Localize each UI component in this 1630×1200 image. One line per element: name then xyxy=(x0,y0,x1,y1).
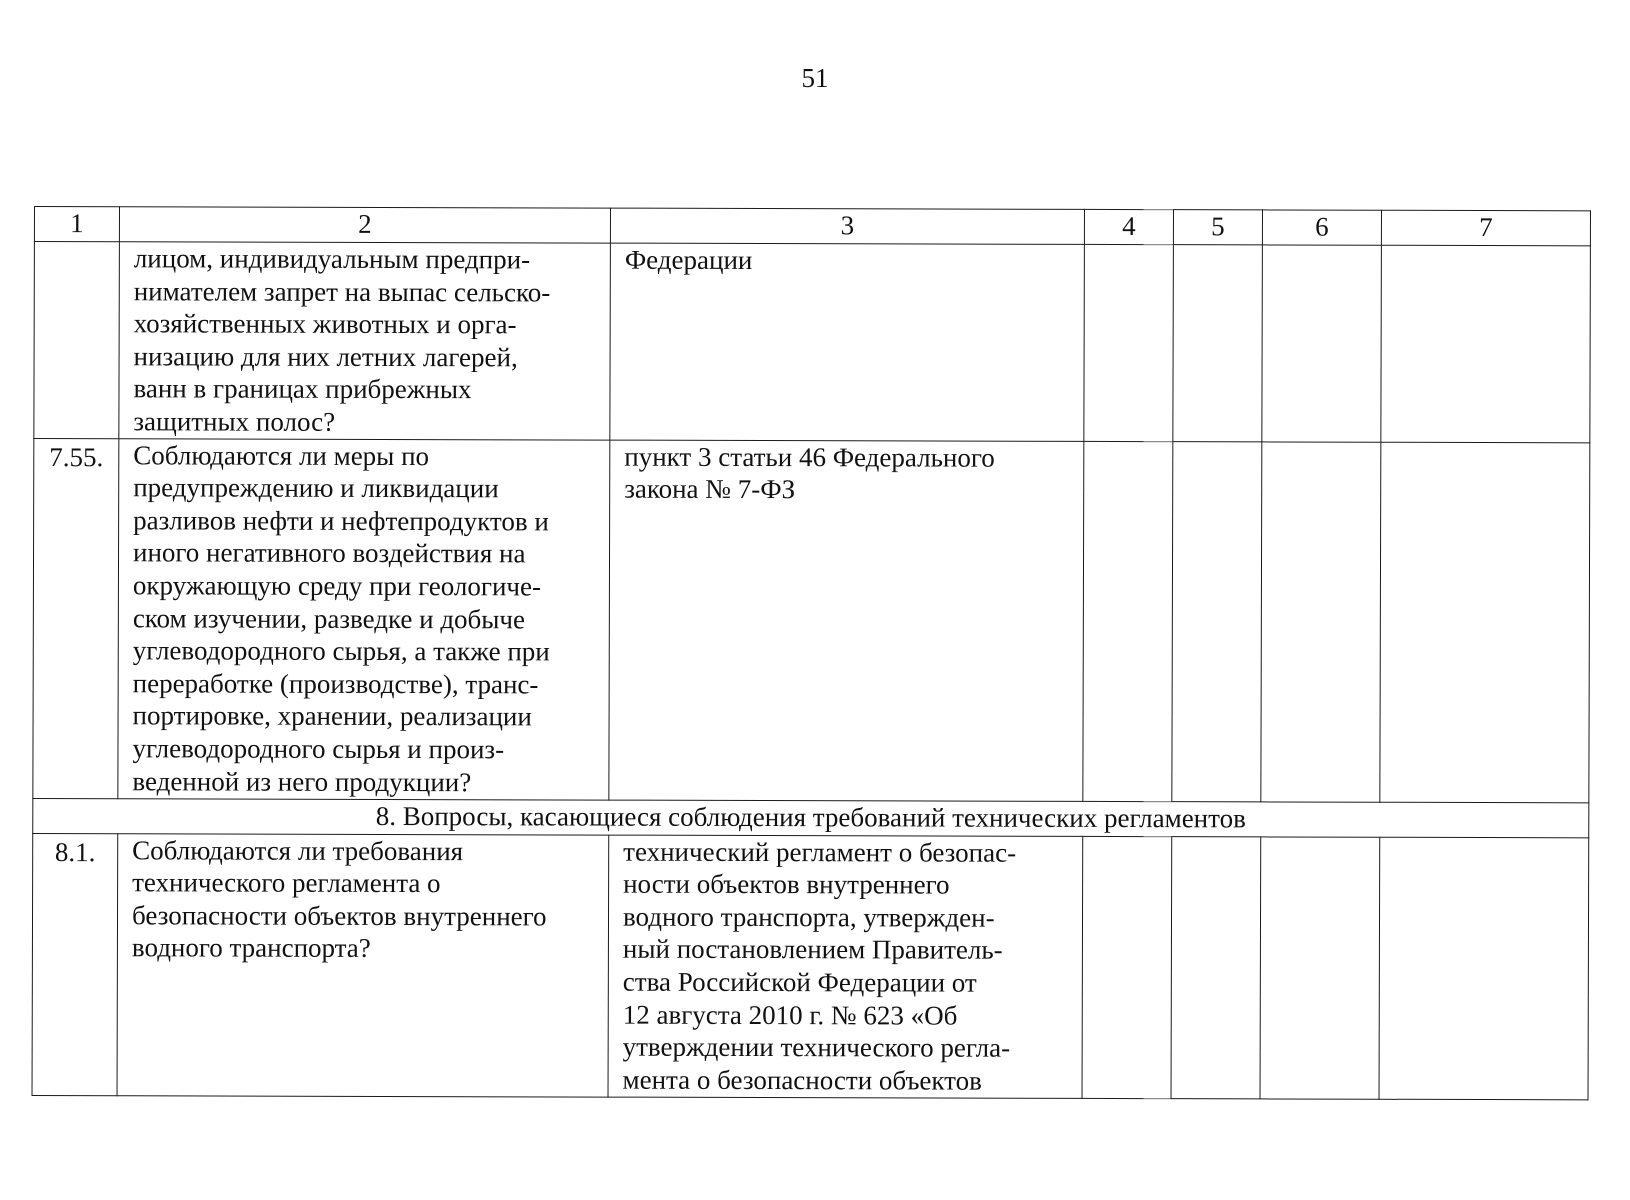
reference-line: 12 августа 2010 г. № 623 «Об xyxy=(622,999,958,1031)
section-title: 8. Вопросы, касающиеся соблюдения требований технических регламентов xyxy=(33,798,1589,837)
question-line: иного негативного воздействия на xyxy=(132,537,526,569)
column-header: 7 xyxy=(1381,210,1590,246)
empty-cell xyxy=(1260,836,1380,1098)
column-header: 4 xyxy=(1084,209,1173,244)
empty-cell xyxy=(1082,836,1172,1098)
question-line: веденной из него продукции? xyxy=(132,765,472,797)
question-line: технического регламента о xyxy=(132,867,441,899)
table-row xyxy=(33,438,1590,802)
empty-cell xyxy=(1171,836,1261,1098)
column-header: 3 xyxy=(610,208,1084,244)
header-row xyxy=(34,207,1590,246)
reference-line: закона № 7-ФЗ xyxy=(624,473,796,505)
question-line: нимателем запрет на выпас сельско- xyxy=(133,275,551,308)
reference-line: пункт 3 статьи 46 Федерального xyxy=(624,441,995,473)
empty-cell xyxy=(1261,441,1381,801)
question-cell xyxy=(119,242,611,440)
empty-cell xyxy=(1380,442,1590,803)
column-header: 6 xyxy=(1262,210,1381,245)
empty-cell xyxy=(1262,245,1382,442)
question-line: предупреждению и ликвидации xyxy=(133,472,499,504)
column-header: 1 xyxy=(34,207,119,242)
question-line: окружающую среду при геологиче- xyxy=(132,570,542,602)
empty-cell xyxy=(1379,837,1589,1100)
question-line: ванн в границах прибрежных xyxy=(133,373,472,405)
question-line: углеводородного сырья, а также при xyxy=(132,635,550,667)
question-line: лицом, индивидуальным предпри- xyxy=(133,243,531,275)
reference-line: ства Российской Федерации от xyxy=(622,966,977,998)
reference-line: утверждении технического регла- xyxy=(622,1031,1011,1063)
table-row xyxy=(32,833,1589,1099)
checklist-table xyxy=(32,206,1591,1100)
page-number: 51 xyxy=(801,63,829,93)
question-line: водного транспорта? xyxy=(131,932,371,964)
section-row xyxy=(33,798,1589,837)
question-line: хозяйственных животных и орга- xyxy=(133,308,517,340)
reference-line: водного транспорта, утвержден- xyxy=(622,901,995,933)
question-line: Соблюдаются ли меры по xyxy=(133,439,430,471)
question-cell xyxy=(118,438,610,799)
item-number: 7.55. xyxy=(33,438,119,798)
empty-cell xyxy=(1172,441,1262,801)
empty-cell xyxy=(1084,244,1174,441)
column-header: 2 xyxy=(119,207,610,243)
question-line: разливов нефти и нефтепродуктов и xyxy=(133,505,549,537)
question-line: низацию для них летних лагерей, xyxy=(133,341,518,373)
question-line: защитных полос? xyxy=(133,406,336,437)
item-number xyxy=(34,242,120,439)
item-number: 8.1. xyxy=(32,833,118,1095)
question-line: ском изучении, разведке и добыче xyxy=(132,602,526,634)
reference-line: ный постановлением Правитель- xyxy=(622,933,1003,966)
empty-cell xyxy=(1083,441,1173,801)
question-line: безопасности объектов внутреннего xyxy=(131,900,547,932)
question-line: портировке, хранении, реализации xyxy=(132,700,532,732)
column-header: 5 xyxy=(1173,210,1262,245)
reference-line: Федерации xyxy=(624,244,753,276)
reference-cell xyxy=(610,243,1085,441)
reference-line: ности объектов внутреннего xyxy=(623,868,950,900)
reference-cell xyxy=(608,835,1083,1098)
question-cell xyxy=(117,833,609,1096)
empty-cell xyxy=(1381,245,1591,442)
question-line: углеводородного сырья и произ- xyxy=(132,733,505,765)
reference-line: мента о безопасности объектов xyxy=(622,1064,982,1096)
reference-cell xyxy=(609,440,1084,801)
table-row xyxy=(34,242,1591,443)
question-line: переработке (производстве), транс- xyxy=(132,667,539,700)
empty-cell xyxy=(1173,245,1263,442)
reference-line: технический регламент о безопас- xyxy=(623,836,1017,868)
question-line: Соблюдаются ли требования xyxy=(132,834,464,866)
